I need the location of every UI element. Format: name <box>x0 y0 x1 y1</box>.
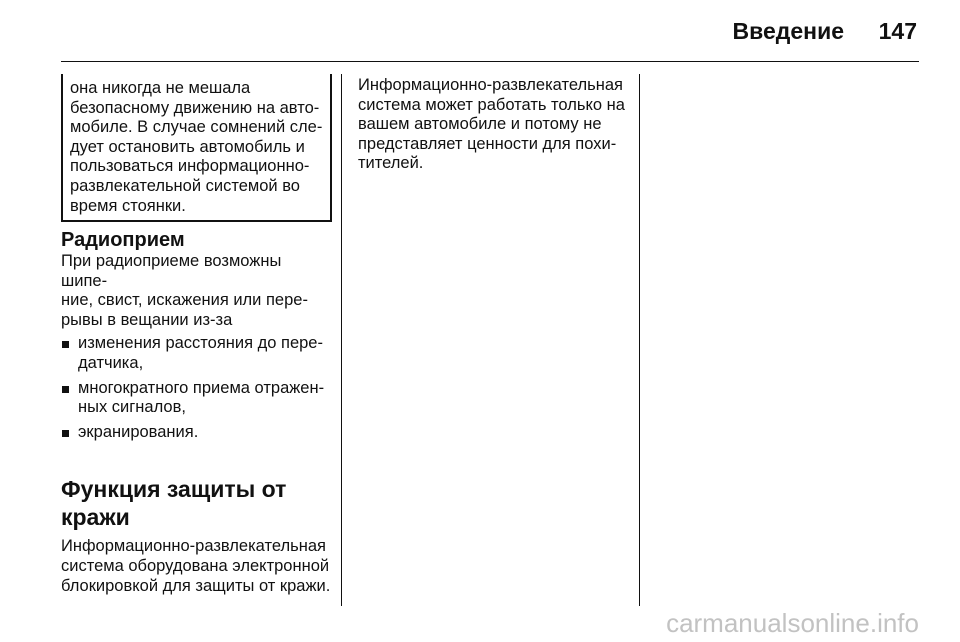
bullet-square-icon <box>62 430 69 437</box>
radio-bullet-list <box>61 334 331 442</box>
list-item-text: изменения расстояния до пере- датчика, <box>78 334 323 372</box>
radio-heading: Радиоприем <box>61 229 185 251</box>
list-item-text: многократного приема отражен- ных сигналов, <box>78 378 325 417</box>
column-divider-2 <box>639 74 640 606</box>
list-item <box>61 334 331 373</box>
bullet-square-icon <box>62 386 69 393</box>
theft-protection-text: Информационно-развлекательная система оборудована электронной блокировкой для защиты от кражи. <box>61 537 331 595</box>
list-item <box>61 423 331 443</box>
column-2-text: Информационно-развлекательная система может работать только на вашем автомобиле и потому не представляет ценности для похи- тителей. <box>358 76 625 173</box>
list-item-text: экранирования. <box>78 422 199 441</box>
theft-protection-heading: Функция защиты от кражи <box>61 476 287 531</box>
list-item <box>61 379 331 418</box>
column-1 <box>61 228 331 596</box>
column-divider-1 <box>341 74 342 606</box>
column-2 <box>358 76 628 174</box>
section-title: Введение <box>732 18 844 44</box>
note-box <box>61 74 332 222</box>
watermark: carmanualsonline.info <box>666 608 919 638</box>
bullet-square-icon <box>62 341 69 348</box>
page-number: 147 <box>878 18 917 44</box>
header-divider <box>61 61 919 62</box>
note-text: она никогда не мешала безопасному движению на авто- мобиле. В случае сомнений сле- дует остановить автомобиль и пользоваться информационно- развлекательной системой во время стоянки. <box>70 79 323 215</box>
radio-intro: При радиоприеме возможны шипе- ние, свист, искажения или пере- рывы в вещании из-за <box>61 252 308 329</box>
